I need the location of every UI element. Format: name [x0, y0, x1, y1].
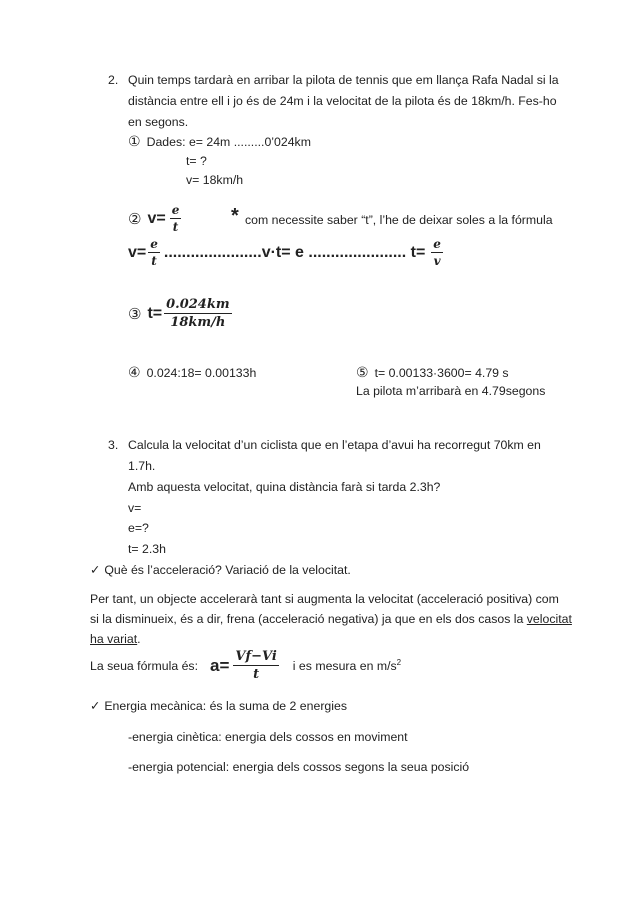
fraction-numerator: e: [150, 237, 158, 251]
data-v: v= 18km/h: [186, 173, 244, 187]
question-2-line-3: en segons.: [128, 115, 189, 129]
circled-4-icon: ④: [128, 365, 141, 381]
energy-item-potential: -energia potencial: energia dels cossos segons la seua posició: [128, 760, 470, 774]
formula-a-label: a=: [210, 655, 230, 675]
underlined-ha-variat: ha variat: [90, 632, 138, 646]
question-2-line-2: distància entre ell i jo és de 24m i la velocitat de la pilota és de 18km/h. Fes-ho: [128, 94, 557, 108]
fraction-numerator: e: [433, 237, 441, 251]
step-3: [128, 298, 232, 329]
formula-intro: La seua fórmula és:: [90, 658, 199, 673]
fraction-e-over-t-2: [148, 238, 160, 267]
fraction-e-over-t: [170, 204, 182, 233]
energy-title: Energia mecànica: és la suma de 2 energies: [104, 699, 347, 713]
step-1-text: Dades: e= 24m .........0’024km: [146, 135, 311, 149]
energy-heading: [90, 699, 347, 713]
energy-item-kinetic: -energia cinètica: energia dels cossos en moviment: [128, 730, 408, 744]
period: .: [137, 632, 141, 646]
fraction-velocity-change: [233, 650, 278, 681]
acceleration-para-line-2-text: si la disminueix, és a dir, frena (acceleració negativa) ja que en els dos casos la: [90, 612, 524, 626]
question-3-line-2: 1.7h.: [128, 459, 156, 473]
star-note: com necessite saber “t”, l’he de deixar soles a la fórmula: [245, 213, 553, 227]
step-3-label: t=: [147, 304, 163, 322]
fraction-numerator: Vf−Vi: [235, 649, 277, 664]
fraction-denominator: t: [172, 220, 179, 234]
acceleration-para-line-1: Per tant, un objecte accelerarà tant si augmenta la velocitat (acceleració positiva) com: [90, 592, 559, 606]
data-t: t= ?: [186, 154, 207, 168]
underlined-velocitat: velocitat: [526, 612, 572, 626]
step-2: [128, 204, 181, 233]
question-2-line-1: Quin temps tardarà en arribar la pilota de tennis que em llança Rafa Nadal si la: [128, 73, 559, 87]
step-2-label: v=: [147, 209, 166, 227]
q3-e: e=?: [128, 521, 149, 535]
fraction-numerator: e: [171, 203, 180, 217]
fraction-denominator: t: [151, 254, 157, 268]
formula-middle: ......................v·t= e ...................... t=: [163, 243, 426, 261]
question-3-number: 3.: [108, 438, 119, 452]
circled-1-icon: ①: [128, 134, 141, 150]
acceleration-title: Què és l’acceleració? Variació de la velocitat.: [104, 563, 351, 577]
conclusion: La pilota m’arribarà en 4.79segons: [356, 384, 546, 398]
question-2-number: 2.: [108, 73, 119, 87]
fraction-denominator: 18km/h: [170, 315, 226, 330]
fraction-numerator: 0.024km: [166, 297, 230, 312]
fraction-denominator: v: [433, 254, 441, 268]
checkmark-icon: ✓: [90, 563, 101, 577]
circled-5-icon: ⑤: [356, 365, 369, 381]
circled-2-icon: ②: [128, 209, 142, 228]
formula-v-label: v=: [128, 243, 147, 261]
q3-t: t= 2.3h: [128, 542, 166, 556]
step-5-text: t= 0.00133·3600= 4.79 s: [374, 366, 509, 380]
formula-units: [293, 658, 401, 673]
units-exponent: 2: [396, 657, 402, 667]
step-4: [128, 365, 256, 381]
checkmark-icon: ✓: [90, 699, 101, 713]
acceleration-heading: [90, 563, 351, 577]
question-3-line-1: Calcula la velocitat d’un ciclista que en l’etapa d’avui ha recorregut 70km en: [128, 438, 541, 452]
step-1: [128, 134, 311, 150]
step-4-text: 0.024:18= 0.00133h: [146, 366, 257, 380]
step-5: [356, 365, 509, 381]
formula-rearrangement: [128, 238, 443, 267]
circled-3-icon: ③: [128, 304, 142, 323]
question-3-line-3: Amb aquesta velocitat, quina distància farà si tarda 2.3h?: [128, 480, 441, 494]
fraction-e-over-v: [431, 238, 443, 267]
fraction-denominator: t: [253, 667, 260, 682]
acceleration-para-line-3: [90, 632, 141, 646]
acceleration-formula: [90, 650, 401, 681]
acceleration-para-line-2: [90, 612, 572, 626]
units-text: i es mesura en m/s: [292, 659, 397, 674]
fraction-distance-over-speed: [164, 298, 231, 329]
star-marker: *: [231, 205, 239, 227]
q3-v: v=: [128, 501, 142, 515]
